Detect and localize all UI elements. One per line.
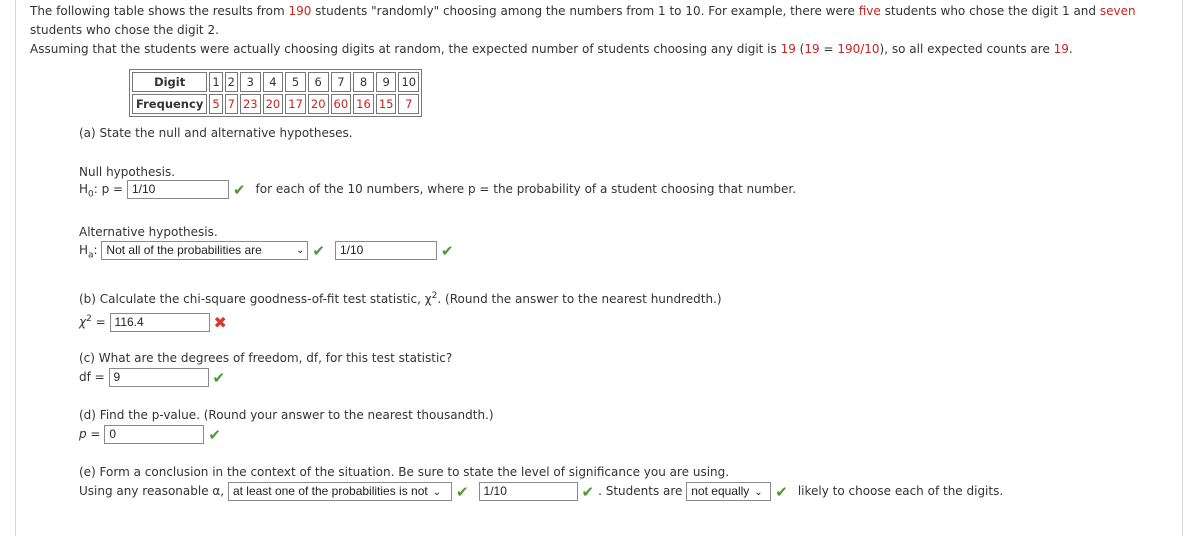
chevron-down-icon: ⌄	[432, 487, 442, 498]
frequency-cell: 23	[240, 94, 261, 114]
df-label: df =	[79, 370, 109, 384]
frequency-header: Frequency	[132, 94, 207, 114]
digit-cell: 7	[331, 72, 352, 92]
null-hypothesis-label: Null hypothesis.	[79, 165, 176, 179]
digit-cell: 4	[263, 72, 284, 92]
frequency-cell: 15	[376, 94, 397, 114]
conclusion-probability-select[interactable]: at least one of the probabilities is not ⌄	[228, 482, 452, 501]
digit-cell: 5	[285, 72, 306, 92]
conclusion-value-input[interactable]: 1/10	[479, 482, 578, 501]
frequency-cell: 7	[398, 94, 419, 114]
problem-intro	[30, 2, 1170, 59]
frequency-cell: 60	[331, 94, 352, 114]
check-icon: ✔	[208, 425, 221, 444]
p-value-row	[79, 425, 225, 444]
highlight-number: 190/10	[837, 42, 880, 56]
part-a-prompt: (a) State the null and alternative hypotheses.	[79, 126, 353, 140]
check-icon: ✔	[212, 368, 226, 387]
digit-header: Digit	[132, 72, 207, 92]
part-c-prompt: (c) What are the degrees of freedom, df, for this test statistic?	[79, 351, 453, 365]
chi-square-input[interactable]: 116.4	[110, 313, 210, 332]
cross-icon: ✖	[213, 312, 227, 332]
ha-relation-select[interactable]: Not all of the probabilities are ⌄	[101, 241, 308, 260]
frequency-cell: 20	[263, 94, 284, 114]
highlight-word: five	[858, 4, 881, 18]
h0-value-input[interactable]: 1/10	[127, 180, 229, 199]
digit-cell: 2	[225, 72, 238, 92]
chevron-down-icon: ⌄	[296, 245, 305, 256]
highlight-word: seven	[1099, 4, 1136, 18]
null-hypothesis-row	[79, 180, 796, 202]
left-border	[15, 0, 16, 536]
digit-row	[132, 72, 419, 92]
null-hypothesis-suffix: for each of the 10 numbers, where p = the probability of a student choosing that number.	[255, 182, 797, 196]
digit-cell: 6	[308, 72, 329, 92]
digit-cell: 3	[240, 72, 261, 92]
part-b-prompt: (b) Calculate the chi-square goodness-of-fit test statistic, $\chi^2$. (Round the answer to the nearest hundredth.)	[79, 291, 722, 306]
part-e-prompt: (e) Form a conclusion in the context of the situation. Be sure to state the level of significance you are using.	[79, 465, 730, 479]
p-label: p =	[79, 427, 105, 441]
conclusion-mid: . Students are	[598, 484, 687, 498]
conclusion-tail: likely to choose each of the digits.	[797, 484, 1004, 498]
frequency-cell: 5	[209, 94, 222, 114]
intro-sentence-1: The following table shows the results from 190 students "randomly" choosing among the numbers from 1 to 10. For example, there were five students who chose the digit 1 and seven students who chose the digit 2.	[30, 4, 1136, 37]
check-icon: ✔	[581, 482, 595, 501]
frequency-cell: 20	[308, 94, 329, 114]
alternative-hypothesis-label: Alternative hypothesis.	[79, 225, 218, 239]
highlight-number: 190	[288, 4, 312, 18]
intro-sentence-2: Assuming that the students were actually choosing digits at random, the expected number of students choosing any digit is 19 (19 = 190/10), so all expected counts are 19.	[30, 42, 1073, 56]
students-equality-select[interactable]: not equally ⌄	[686, 482, 771, 501]
h0-symbol: $H_0$	[79, 182, 94, 200]
check-icon: ✔	[775, 482, 788, 501]
frequency-table	[129, 69, 422, 117]
right-border	[1182, 0, 1183, 536]
p-value-input[interactable]: 0	[104, 425, 204, 444]
chevron-down-icon: ⌄	[754, 487, 763, 498]
ha-symbol: $H_a$	[79, 243, 94, 261]
highlight-number: 19	[1053, 42, 1069, 56]
check-icon: ✔	[440, 241, 454, 260]
frequency-cell: 16	[353, 94, 374, 114]
frequency-row	[132, 94, 419, 114]
h0-equation: : p =	[93, 182, 127, 196]
check-icon: ✔	[312, 241, 325, 260]
highlight-number: 19	[780, 42, 796, 56]
df-input[interactable]: 9	[109, 368, 209, 387]
alternative-hypothesis-row: $H_a$: Not all of the probabilities are ⌄ ✔ 1/10 ✔	[79, 241, 454, 261]
conclusion-row	[79, 482, 1003, 501]
chi-square-row: $\chi^2 = 116.4$ ✖	[79, 312, 227, 332]
frequency-cell: 7	[225, 94, 238, 114]
frequency-cell: 17	[285, 94, 306, 114]
check-icon: ✔	[232, 180, 246, 199]
part-d-prompt: (d) Find the p-value. (Round your answer to the nearest thousandth.)	[79, 408, 494, 422]
digit-cell: 1	[209, 72, 222, 92]
highlight-number: 19	[804, 42, 820, 56]
df-row	[79, 368, 229, 387]
conclusion-lead: Using any reasonable α,	[79, 484, 228, 498]
digit-cell: 8	[353, 72, 374, 92]
check-icon: ✔	[455, 482, 469, 501]
digit-cell: 9	[376, 72, 397, 92]
ha-value-input[interactable]: 1/10	[335, 241, 437, 260]
digit-cell: 10	[398, 72, 419, 92]
chi-symbol: χ	[79, 315, 87, 329]
